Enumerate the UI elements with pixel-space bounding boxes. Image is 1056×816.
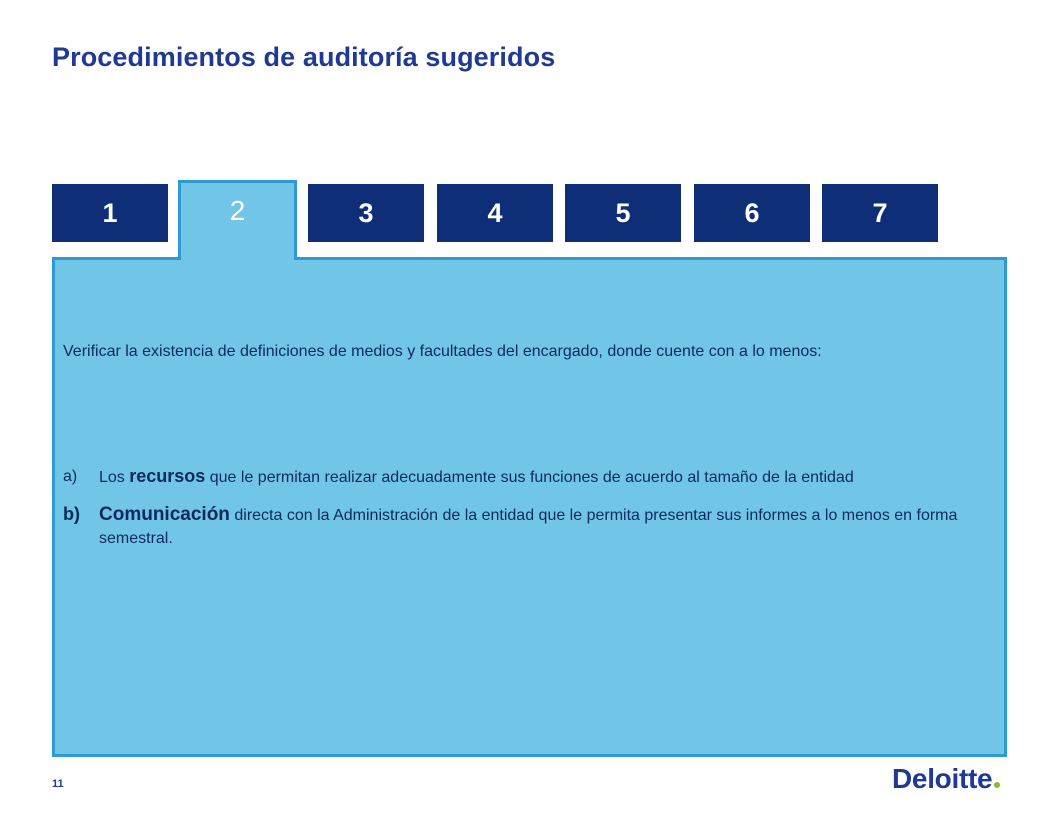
item-keyword: Comunicación <box>99 504 230 525</box>
page-number: 11 <box>52 778 64 790</box>
logo-dot-icon <box>994 782 1000 788</box>
intro-text: Verificar la existencia de definiciones de medios y facultades del encargado, donde cuente con a lo menos: <box>63 343 822 360</box>
tab-1[interactable]: 1 <box>52 184 168 242</box>
logo-text: Deloitte <box>892 763 993 794</box>
list-marker: a) <box>63 468 78 485</box>
list-item <box>63 465 998 489</box>
tab-7[interactable]: 7 <box>822 184 938 242</box>
procedure-list <box>63 465 998 550</box>
item-text: que le permitan realizar adecuadamente sus funciones de acuerdo al tamaño de la entidad <box>209 469 854 486</box>
tab-6[interactable]: 6 <box>694 184 810 242</box>
tab-3[interactable]: 3 <box>308 184 424 242</box>
item-keyword: recursos <box>129 466 206 486</box>
panel-text <box>63 340 998 547</box>
list-item <box>63 503 998 550</box>
list-marker: b) <box>63 504 80 524</box>
tab-5[interactable]: 5 <box>565 184 681 242</box>
tab-2-active[interactable]: 2 <box>178 180 297 260</box>
tab-4[interactable]: 4 <box>437 184 553 242</box>
item-text: directa con la Administración de la entidad que le permita presentar sus informes a lo menos en forma semestral. <box>99 507 958 547</box>
page-title: Procedimientos de auditoría sugeridos <box>52 42 556 72</box>
item-prefix: Los <box>99 469 125 486</box>
content-panel <box>52 257 1007 757</box>
deloitte-logo <box>892 763 1000 795</box>
